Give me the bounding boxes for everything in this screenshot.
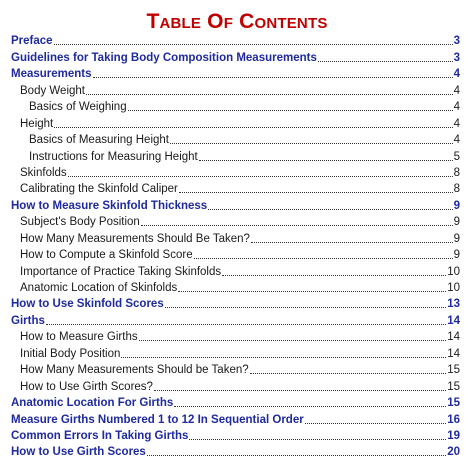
toc-entry-label: Guidelines for Taking Body Composition Measurements [11, 51, 317, 64]
toc-entry-label: How Many Measurements Should be Taken? [20, 364, 249, 377]
toc-entry-label: Calibrating the Skinfold Caliper [20, 183, 178, 196]
toc-entry-label: How to Measure Girths [20, 331, 138, 344]
toc-entry-label: Height [20, 117, 54, 130]
dot-leader [250, 373, 447, 374]
toc-entry-label: Basics of Weighing [29, 101, 127, 114]
toc-entry-page: 15 [447, 364, 460, 377]
toc-entry-page: 14 [447, 347, 460, 360]
toc-entry-how-to-use-girth-scores-q[interactable] [0, 378, 474, 394]
dot-leader [86, 94, 453, 95]
toc-list [0, 33, 474, 460]
dot-leader [178, 291, 446, 292]
toc-entry-page: 9 [453, 249, 460, 262]
dot-leader [179, 192, 453, 193]
toc-entry-initial-body-position[interactable] [0, 345, 474, 361]
toc-entry-label: Preface [11, 35, 53, 48]
dot-leader [174, 406, 446, 407]
dot-leader [222, 275, 446, 276]
toc-entry-how-to-measure-girths[interactable] [0, 329, 474, 345]
toc-entry-page: 10 [447, 265, 460, 278]
dot-leader [54, 44, 453, 45]
toc-entry-how-to-use-skinfold-scores[interactable] [0, 296, 474, 312]
toc-entry-page: 13 [447, 298, 460, 311]
toc-entry-skinfolds[interactable] [0, 165, 474, 181]
dot-leader [121, 357, 446, 358]
toc-entry-girths[interactable] [0, 312, 474, 328]
toc-entry-page: 4 [453, 101, 460, 114]
toc-entry-how-many-measurements-girth[interactable] [0, 362, 474, 378]
toc-entry-page: 8 [453, 166, 460, 179]
toc-entry-how-to-measure-skinfold-thickness[interactable] [0, 197, 474, 213]
toc-entry-label: Anatomic Location For Girths [11, 397, 174, 410]
dot-leader [170, 143, 453, 144]
toc-entry-label: Importance of Practice Taking Skinfolds [20, 265, 222, 278]
toc-entry-anatomic-location-of-skinfolds[interactable] [0, 280, 474, 296]
toc-entry-label: Anatomic Location of Skinfolds [20, 282, 178, 294]
toc-entry-label: Common Errors In Taking Girths [11, 429, 189, 442]
toc-entry-label: How Many Measurements Should Be Taken? [20, 232, 250, 245]
toc-entry-label: Measure Girths Numbered 1 to 12 In Sequential Order [11, 413, 304, 426]
dot-leader [318, 61, 453, 62]
toc-entry-page: 3 [453, 35, 460, 48]
toc-entry-preface[interactable] [0, 33, 474, 49]
toc-entry-basics-of-weighing[interactable] [0, 99, 474, 115]
toc-entry-measure-girths-sequential[interactable] [0, 411, 474, 427]
toc-entry-page: 4 [453, 68, 460, 81]
toc-entry-label: Subject's Body Position [20, 216, 140, 229]
dot-leader [46, 324, 446, 325]
toc-entry-label: Initial Body Position [20, 347, 121, 360]
dot-leader [68, 176, 453, 177]
dot-leader [93, 77, 453, 78]
toc-entry-page: 8 [453, 183, 460, 196]
toc-entry-measurements[interactable] [0, 66, 474, 82]
dot-leader [189, 439, 446, 440]
dot-leader [208, 209, 452, 210]
toc-entry-how-to-use-girth-scores[interactable] [0, 444, 474, 460]
toc-entry-calibrating-skinfold-caliper[interactable] [0, 181, 474, 197]
toc-entry-page: 15 [447, 397, 460, 410]
toc-entry-page: 16 [447, 413, 460, 426]
toc-entry-label: Skinfolds [20, 166, 67, 179]
toc-entry-page: 9 [453, 199, 460, 212]
toc-entry-page: 10 [447, 282, 460, 294]
toc-entry-guidelines[interactable] [0, 49, 474, 65]
toc-entry-height[interactable] [0, 115, 474, 131]
toc-entry-page: 14 [447, 314, 460, 327]
toc-entry-page: 4 [453, 134, 460, 147]
toc-entry-page: 20 [447, 446, 460, 459]
toc-title: Table Of Contents [146, 10, 328, 33]
toc-entry-body-weight[interactable] [0, 82, 474, 98]
dot-leader [194, 258, 453, 259]
toc-entry-label: Instructions for Measuring Height [29, 150, 198, 163]
dot-leader [139, 340, 447, 341]
toc-entry-label: How to Use Girth Scores [11, 446, 146, 459]
toc-entry-page: 3 [453, 51, 460, 64]
dot-leader [251, 242, 453, 243]
toc-entry-label: How to Use Girth Scores? [20, 380, 153, 393]
toc-entry-label: Basics of Measuring Height [29, 134, 169, 147]
toc-entry-label: Measurements [11, 68, 92, 81]
dot-leader [154, 390, 446, 391]
toc-entry-label: How to Compute a Skinfold Score [20, 249, 193, 262]
toc-entry-basics-of-measuring-height[interactable] [0, 132, 474, 148]
toc-entry-label: How to Measure Skinfold Thickness [11, 199, 208, 212]
toc-entry-page: 9 [453, 216, 460, 229]
dot-leader [305, 423, 447, 424]
dot-leader [54, 127, 452, 128]
toc-entry-how-many-measurements-skinfold[interactable] [0, 230, 474, 246]
toc-entry-page: 19 [447, 429, 460, 442]
dot-leader [199, 160, 453, 161]
toc-entry-page: 9 [453, 232, 460, 245]
dot-leader [147, 455, 446, 456]
dot-leader [165, 307, 446, 308]
toc-entry-page: 15 [447, 380, 460, 393]
toc-entry-page: 4 [453, 117, 460, 130]
toc-entry-how-to-compute-skinfold-score[interactable] [0, 247, 474, 263]
toc-entry-page: 4 [453, 84, 460, 97]
toc-entry-label: How to Use Skinfold Scores [11, 298, 164, 311]
toc-entry-importance-of-practice[interactable] [0, 263, 474, 279]
toc-entry-page: 5 [453, 150, 460, 163]
toc-entry-anatomic-location-for-girths[interactable] [0, 395, 474, 411]
toc-entry-subjects-body-position[interactable] [0, 214, 474, 230]
toc-entry-label: Girths [11, 314, 45, 327]
toc-entry-instructions-for-measuring-height[interactable] [0, 148, 474, 164]
dot-leader [128, 110, 453, 111]
toc-entry-common-errors-girths[interactable] [0, 428, 474, 444]
dot-leader [141, 225, 453, 226]
toc-entry-label: Body Weight [20, 84, 85, 97]
toc-entry-page: 14 [447, 331, 460, 344]
